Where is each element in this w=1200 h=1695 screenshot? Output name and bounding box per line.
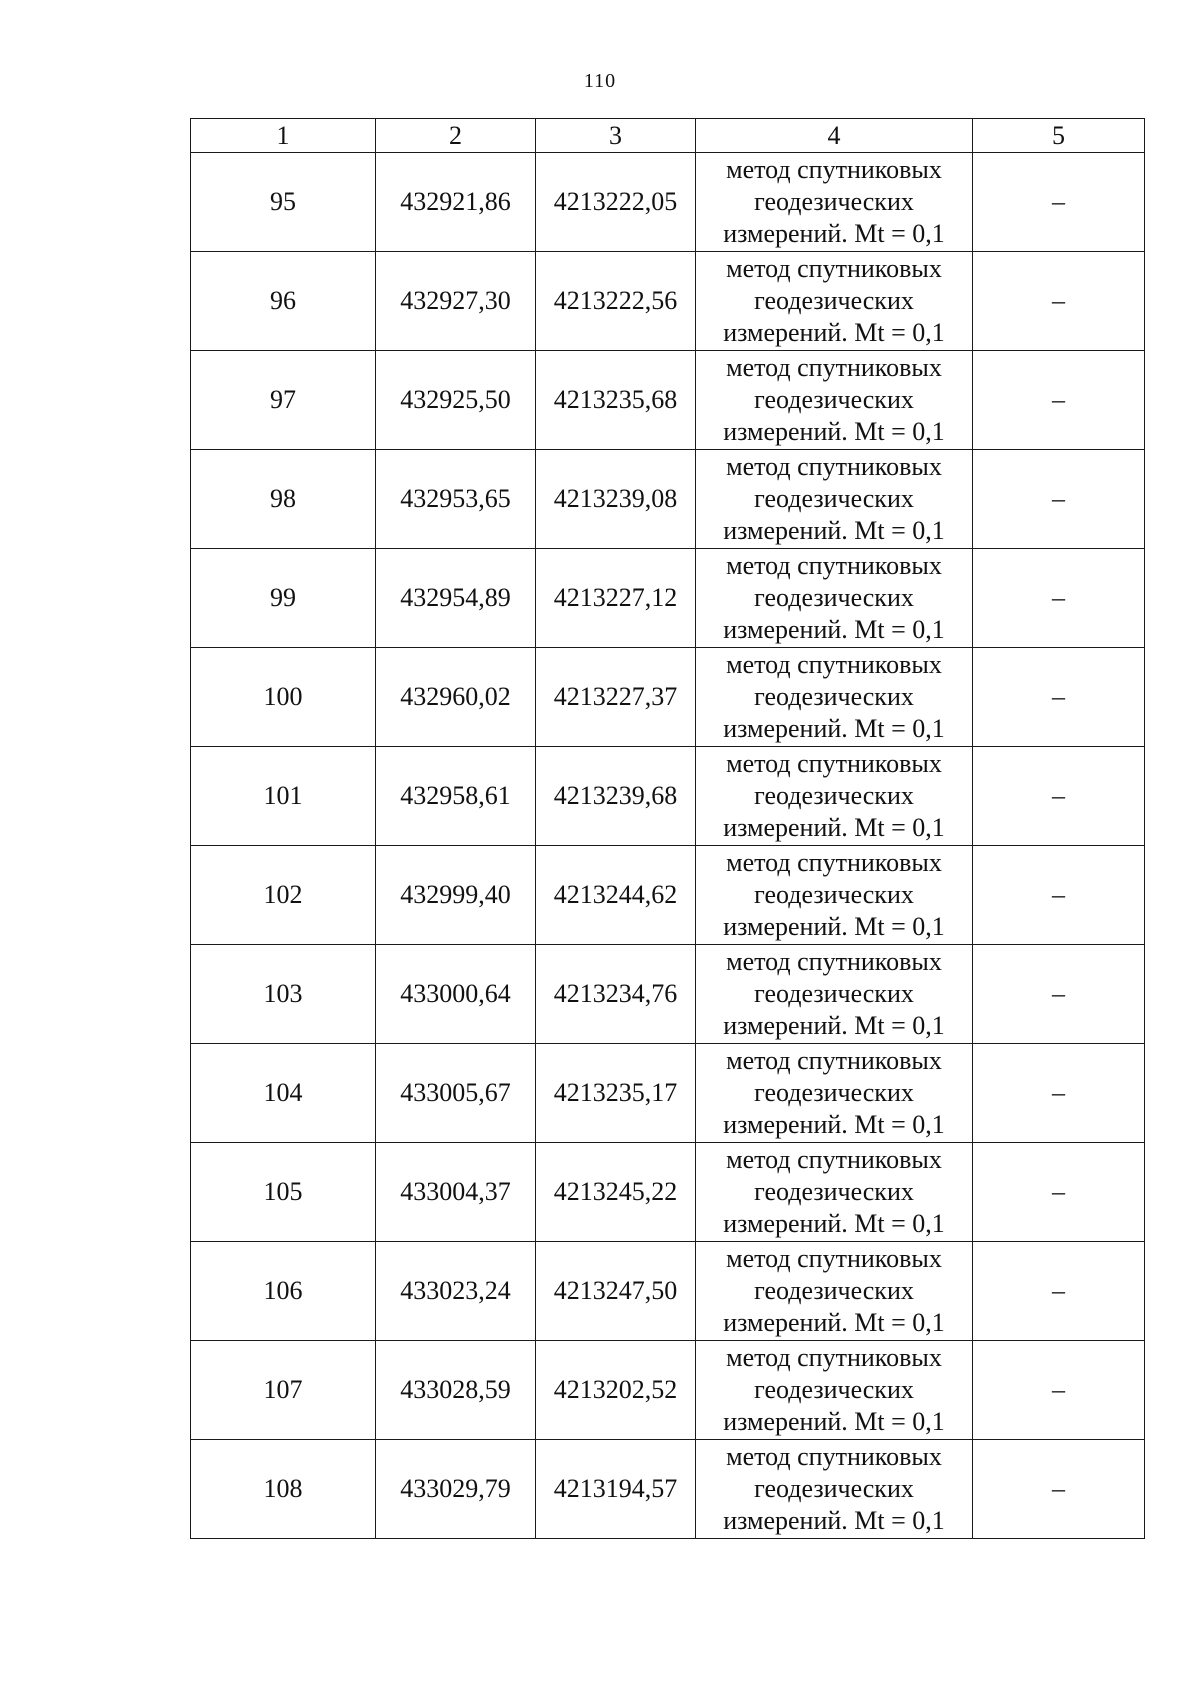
x-coordinate-cell: 432921,86 bbox=[376, 153, 536, 252]
y-coordinate-cell: 4213222,56 bbox=[536, 252, 696, 351]
point-number-cell: 101 bbox=[191, 747, 376, 846]
method-line: измерений. Mt = 0,1 bbox=[723, 417, 945, 446]
x-coordinate-cell: 433005,67 bbox=[376, 1044, 536, 1143]
method-line: геодезических bbox=[754, 286, 914, 315]
method-line: геодезических bbox=[754, 781, 914, 810]
note-cell: – bbox=[973, 1341, 1145, 1440]
note-cell: – bbox=[973, 1242, 1145, 1341]
method-line: геодезических bbox=[754, 979, 914, 1008]
point-number-cell: 100 bbox=[191, 648, 376, 747]
table-row bbox=[191, 351, 1145, 450]
column-header-4: 4 bbox=[696, 119, 973, 153]
x-coordinate-cell: 433000,64 bbox=[376, 945, 536, 1044]
y-coordinate-cell: 4213227,37 bbox=[536, 648, 696, 747]
note-cell: – bbox=[973, 252, 1145, 351]
method-cell bbox=[696, 1044, 973, 1143]
method-line: измерений. Mt = 0,1 bbox=[723, 714, 945, 743]
point-number-cell: 103 bbox=[191, 945, 376, 1044]
table-row bbox=[191, 1044, 1145, 1143]
method-line: измерений. Mt = 0,1 bbox=[723, 1506, 945, 1535]
method-line: метод спутниковых bbox=[726, 1442, 942, 1471]
note-cell: – bbox=[973, 351, 1145, 450]
method-line: измерений. Mt = 0,1 bbox=[723, 813, 945, 842]
column-header-5: 5 bbox=[973, 119, 1145, 153]
method-line: геодезических bbox=[754, 682, 914, 711]
y-coordinate-cell: 4213247,50 bbox=[536, 1242, 696, 1341]
method-line: измерений. Mt = 0,1 bbox=[723, 912, 945, 941]
point-number-cell: 95 bbox=[191, 153, 376, 252]
method-line: геодезических bbox=[754, 583, 914, 612]
method-line: метод спутниковых bbox=[726, 1145, 942, 1174]
y-coordinate-cell: 4213222,05 bbox=[536, 153, 696, 252]
table-row bbox=[191, 1341, 1145, 1440]
x-coordinate-cell: 433004,37 bbox=[376, 1143, 536, 1242]
y-coordinate-cell: 4213239,68 bbox=[536, 747, 696, 846]
note-cell: – bbox=[973, 450, 1145, 549]
method-line: измерений. Mt = 0,1 bbox=[723, 318, 945, 347]
note-cell: – bbox=[973, 747, 1145, 846]
method-cell bbox=[696, 252, 973, 351]
method-line: геодезических bbox=[754, 1177, 914, 1206]
point-number-cell: 96 bbox=[191, 252, 376, 351]
method-cell bbox=[696, 1440, 973, 1539]
method-cell bbox=[696, 846, 973, 945]
x-coordinate-cell: 432954,89 bbox=[376, 549, 536, 648]
column-header-2: 2 bbox=[376, 119, 536, 153]
point-number-cell: 106 bbox=[191, 1242, 376, 1341]
table-row bbox=[191, 549, 1145, 648]
point-number-cell: 104 bbox=[191, 1044, 376, 1143]
note-cell: – bbox=[973, 153, 1145, 252]
method-cell bbox=[696, 1242, 973, 1341]
table-header bbox=[191, 119, 1145, 153]
y-coordinate-cell: 4213235,68 bbox=[536, 351, 696, 450]
method-line: измерений. Mt = 0,1 bbox=[723, 219, 945, 248]
method-cell bbox=[696, 351, 973, 450]
y-coordinate-cell: 4213194,57 bbox=[536, 1440, 696, 1539]
x-coordinate-cell: 432925,50 bbox=[376, 351, 536, 450]
table-row bbox=[191, 1440, 1145, 1539]
method-line: измерений. Mt = 0,1 bbox=[723, 1407, 945, 1436]
method-line: метод спутниковых bbox=[726, 650, 942, 679]
y-coordinate-cell: 4213202,52 bbox=[536, 1341, 696, 1440]
method-line: геодезических bbox=[754, 1375, 914, 1404]
note-cell: – bbox=[973, 945, 1145, 1044]
table-row bbox=[191, 1143, 1145, 1242]
method-cell bbox=[696, 648, 973, 747]
point-number-cell: 97 bbox=[191, 351, 376, 450]
method-line: метод спутниковых bbox=[726, 353, 942, 382]
note-cell: – bbox=[973, 1143, 1145, 1242]
method-line: измерений. Mt = 0,1 bbox=[723, 1209, 945, 1238]
y-coordinate-cell: 4213244,62 bbox=[536, 846, 696, 945]
y-coordinate-cell: 4213245,22 bbox=[536, 1143, 696, 1242]
method-cell bbox=[696, 153, 973, 252]
x-coordinate-cell: 433028,59 bbox=[376, 1341, 536, 1440]
table-row bbox=[191, 648, 1145, 747]
method-line: геодезических bbox=[754, 880, 914, 909]
point-number-cell: 99 bbox=[191, 549, 376, 648]
table-row bbox=[191, 747, 1145, 846]
table-body bbox=[191, 153, 1145, 1539]
method-cell bbox=[696, 747, 973, 846]
table-row bbox=[191, 450, 1145, 549]
table-row bbox=[191, 846, 1145, 945]
method-cell bbox=[696, 1143, 973, 1242]
y-coordinate-cell: 4213239,08 bbox=[536, 450, 696, 549]
page-number: 110 bbox=[583, 70, 617, 92]
method-line: метод спутниковых bbox=[726, 155, 942, 184]
method-line: измерений. Mt = 0,1 bbox=[723, 1110, 945, 1139]
note-cell: – bbox=[973, 648, 1145, 747]
method-cell bbox=[696, 945, 973, 1044]
point-number-cell: 105 bbox=[191, 1143, 376, 1242]
point-number-cell: 98 bbox=[191, 450, 376, 549]
method-line: метод спутниковых bbox=[726, 1343, 942, 1372]
method-line: геодезических bbox=[754, 385, 914, 414]
method-line: измерений. Mt = 0,1 bbox=[723, 615, 945, 644]
x-coordinate-cell: 432927,30 bbox=[376, 252, 536, 351]
method-line: метод спутниковых bbox=[726, 551, 942, 580]
y-coordinate-cell: 4213227,12 bbox=[536, 549, 696, 648]
method-line: метод спутниковых bbox=[726, 749, 942, 778]
method-line: метод спутниковых bbox=[726, 1244, 942, 1273]
note-cell: – bbox=[973, 549, 1145, 648]
column-header-1: 1 bbox=[191, 119, 376, 153]
point-number-cell: 108 bbox=[191, 1440, 376, 1539]
method-line: геодезических bbox=[754, 484, 914, 513]
note-cell: – bbox=[973, 846, 1145, 945]
x-coordinate-cell: 433029,79 bbox=[376, 1440, 536, 1539]
method-line: измерений. Mt = 0,1 bbox=[723, 516, 945, 545]
point-number-cell: 102 bbox=[191, 846, 376, 945]
coordinates-table bbox=[190, 118, 1145, 1539]
header-row bbox=[191, 119, 1145, 153]
x-coordinate-cell: 432999,40 bbox=[376, 846, 536, 945]
x-coordinate-cell: 432958,61 bbox=[376, 747, 536, 846]
method-line: измерений. Mt = 0,1 bbox=[723, 1011, 945, 1040]
method-cell bbox=[696, 450, 973, 549]
method-line: метод спутниковых bbox=[726, 1046, 942, 1075]
method-line: метод спутниковых bbox=[726, 947, 942, 976]
method-line: метод спутниковых bbox=[726, 452, 942, 481]
note-cell: – bbox=[973, 1440, 1145, 1539]
x-coordinate-cell: 433023,24 bbox=[376, 1242, 536, 1341]
note-cell: – bbox=[973, 1044, 1145, 1143]
table-row bbox=[191, 945, 1145, 1044]
column-header-3: 3 bbox=[536, 119, 696, 153]
x-coordinate-cell: 432953,65 bbox=[376, 450, 536, 549]
x-coordinate-cell: 432960,02 bbox=[376, 648, 536, 747]
y-coordinate-cell: 4213234,76 bbox=[536, 945, 696, 1044]
table-row bbox=[191, 252, 1145, 351]
method-line: геодезических bbox=[754, 1078, 914, 1107]
method-line: геодезических bbox=[754, 1474, 914, 1503]
point-number-cell: 107 bbox=[191, 1341, 376, 1440]
table-row bbox=[191, 1242, 1145, 1341]
method-line: измерений. Mt = 0,1 bbox=[723, 1308, 945, 1337]
method-cell bbox=[696, 1341, 973, 1440]
table-row bbox=[191, 153, 1145, 252]
method-line: геодезических bbox=[754, 187, 914, 216]
method-cell bbox=[696, 549, 973, 648]
y-coordinate-cell: 4213235,17 bbox=[536, 1044, 696, 1143]
method-line: геодезических bbox=[754, 1276, 914, 1305]
method-line: метод спутниковых bbox=[726, 848, 942, 877]
method-line: метод спутниковых bbox=[726, 254, 942, 283]
